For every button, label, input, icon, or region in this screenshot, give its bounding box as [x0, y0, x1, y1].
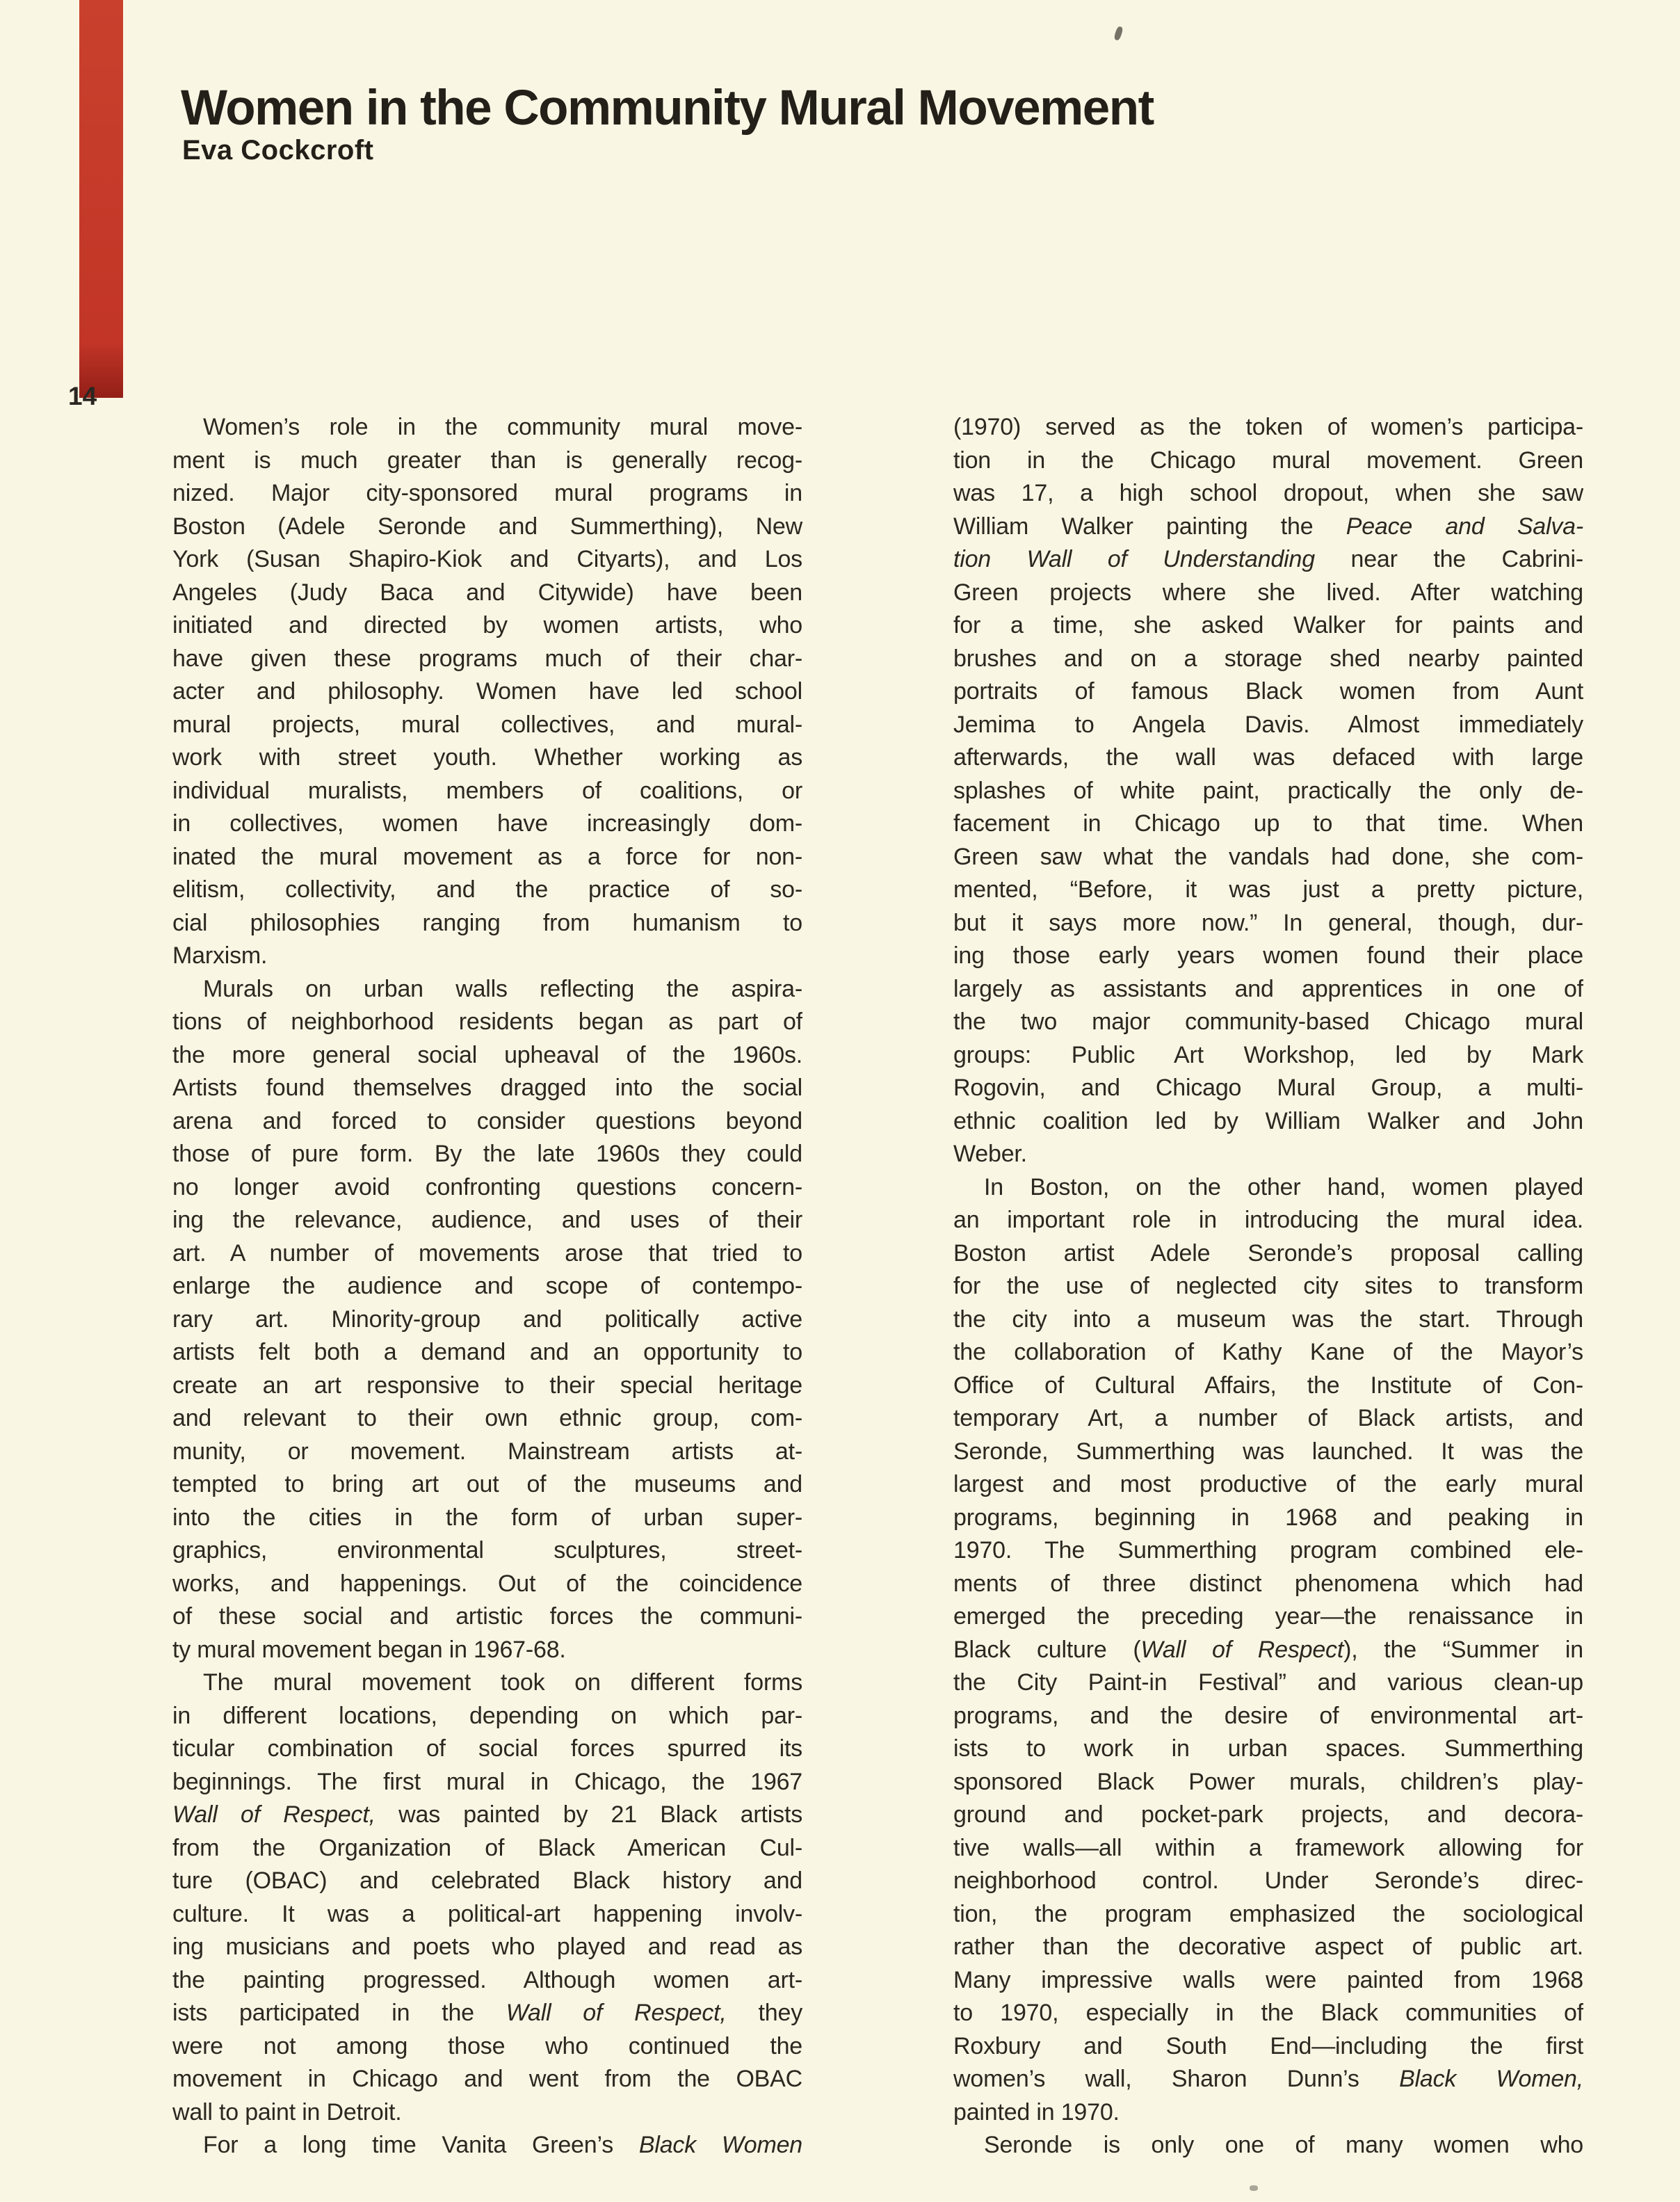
- text-line: Weber.: [953, 1141, 1027, 1167]
- text-line: individual muralists, members of coalitions, or: [172, 777, 802, 804]
- text-line: tion Wall of Understanding near the Cabrini-: [953, 546, 1583, 572]
- text-line: inated the mural movement as a force for non-: [172, 843, 802, 870]
- text-line: Rogovin, and Chicago Mural Group, a multi-: [953, 1075, 1583, 1101]
- text-line: from the Organization of Black American Cul-: [172, 1834, 802, 1861]
- author-byline: Eva Cockcroft: [182, 135, 374, 166]
- scan-speck-icon: [1113, 26, 1124, 41]
- text-line: ing those early years women found their place: [953, 942, 1583, 969]
- text-line: facement in Chicago up to that time. When: [953, 810, 1583, 837]
- text-line: mented, “Before, it was just a pretty picture,: [953, 876, 1583, 903]
- text-line: York (Susan Shapiro-Kiok and Cityarts), and Los: [172, 546, 802, 572]
- text-line: wall to paint in Detroit.: [172, 2098, 402, 2125]
- article-title: Women in the Community Mural Movement: [181, 80, 1154, 136]
- page-number: 14: [68, 382, 97, 410]
- text-line: neighborhood control. Under Seronde’s direc-: [953, 1867, 1583, 1894]
- text-line: For a long time Vanita Green’s Black Women: [203, 2132, 802, 2158]
- text-line: Black culture (Wall of Respect), the “Summer in: [953, 1636, 1583, 1663]
- text-line: works, and happenings. Out of the coincidence: [172, 1570, 802, 1597]
- text-line: Murals on urban walls reflecting the aspira-: [203, 975, 802, 1002]
- text-line: munity, or movement. Mainstream artists at-: [172, 1438, 802, 1465]
- text-line: the painting progressed. Although women art-: [172, 1966, 802, 1993]
- text-line: but it says more now.” In general, though, dur-: [953, 909, 1583, 936]
- text-line: rary art. Minority-group and politically active: [172, 1305, 802, 1333]
- red-margin-tab: [79, 0, 123, 398]
- text-line: of these social and artistic forces the communi-: [172, 1603, 802, 1630]
- right-text-column: [953, 411, 1583, 2162]
- text-line: the city into a museum was the start. Through: [953, 1305, 1583, 1333]
- text-line: tions of neighborhood residents began as part of: [172, 1008, 802, 1035]
- text-line: Roxbury and South End—including the first: [953, 2032, 1583, 2059]
- text-line: the City Paint-in Festival” and various clean-up: [953, 1669, 1583, 1696]
- text-line: tive walls—all within a framework allowing for: [953, 1834, 1583, 1861]
- text-line: Green saw what the vandals had done, she com-: [953, 843, 1583, 870]
- text-line: largely as assistants and apprentices in one of: [953, 975, 1583, 1002]
- text-line: tion in the Chicago mural movement. Green: [953, 447, 1583, 474]
- text-line: in collectives, women have increasingly dom-: [172, 810, 802, 837]
- text-line: create an art responsive to their special heritage: [172, 1372, 802, 1399]
- text-line: the two major community-based Chicago mural: [953, 1008, 1583, 1035]
- text-line: acter and philosophy. Women have led school: [172, 678, 802, 705]
- text-line: programs, beginning in 1968 and peaking in: [953, 1504, 1583, 1531]
- text-line: ty mural movement began in 1967-68.: [172, 1636, 566, 1663]
- text-line: portraits of famous Black women from Aunt: [953, 678, 1583, 705]
- text-line: ing the relevance, audience, and uses of their: [172, 1207, 802, 1233]
- text-line: ground and pocket-park projects, and decora-: [953, 1801, 1583, 1828]
- text-line: In Boston, on the other hand, women played: [984, 1173, 1583, 1200]
- text-line: for the use of neglected city sites to transform: [953, 1273, 1583, 1299]
- text-line: ists to work in urban spaces. Summerthing: [953, 1735, 1583, 1762]
- text-line: the more general social upheaval of the 1960s.: [172, 1041, 802, 1068]
- text-line: Artists found themselves dragged into the social: [172, 1075, 802, 1101]
- text-line: sponsored Black Power murals, children’s play-: [953, 1768, 1583, 1795]
- text-line: groups: Public Art Workshop, led by Mark: [953, 1041, 1583, 1068]
- text-line: tion, the program emphasized the sociological: [953, 1900, 1583, 1927]
- text-line: The mural movement took on different forms: [203, 1669, 802, 1696]
- text-line: ticular combination of social forces spurred its: [172, 1735, 802, 1762]
- text-line: Seronde is only one of many women who: [984, 2132, 1583, 2158]
- text-line: and relevant to their own ethnic group, com-: [172, 1405, 802, 1431]
- text-line: Many impressive walls were painted from 1968: [953, 1966, 1583, 1993]
- text-line: Boston (Adele Seronde and Summerthing), New: [172, 513, 802, 540]
- text-line: into the cities in the form of urban super-: [172, 1504, 802, 1531]
- text-line: no longer avoid confronting questions concern-: [172, 1173, 802, 1200]
- text-line: were not among those who continued the: [172, 2032, 802, 2059]
- text-line: splashes of white paint, practically the only de-: [953, 777, 1583, 804]
- text-line: afterwards, the wall was defaced with large: [953, 744, 1583, 771]
- text-line: culture. It was a political-art happening involv-: [172, 1900, 802, 1927]
- text-line: enlarge the audience and scope of contempo-: [172, 1273, 802, 1299]
- text-line: Green projects where she lived. After watching: [953, 579, 1583, 606]
- text-line: those of pure form. By the late 1960s they could: [172, 1141, 802, 1167]
- text-line: Seronde, Summerthing was launched. It was the: [953, 1438, 1583, 1465]
- text-line: for a time, she asked Walker for paints and: [953, 612, 1583, 638]
- text-line: Angeles (Judy Baca and Citywide) have been: [172, 579, 802, 606]
- text-line: mural projects, mural collectives, and mural-: [172, 711, 802, 738]
- text-line: ing musicians and poets who played and read as: [172, 1934, 802, 1960]
- text-line: tempted to bring art out of the museums and: [172, 1471, 802, 1497]
- left-text-column: [172, 411, 802, 2162]
- text-line: emerged the preceding year—the renaissance in: [953, 1603, 1583, 1630]
- text-line: temporary Art, a number of Black artists, and: [953, 1405, 1583, 1431]
- text-line: graphics, environmental sculptures, street-: [172, 1537, 802, 1564]
- text-line: was 17, a high school dropout, when she saw: [953, 480, 1583, 506]
- text-line: artists felt both a demand and an opportunity to: [172, 1339, 802, 1365]
- text-line: an important role in introducing the mural idea.: [953, 1207, 1583, 1233]
- text-line: cial philosophies ranging from humanism to: [172, 909, 802, 936]
- text-line: work with street youth. Whether working as: [172, 744, 802, 771]
- text-line: ment is much greater than is generally recog-: [172, 447, 802, 474]
- text-line: arena and forced to consider questions beyond: [172, 1107, 802, 1134]
- text-line: (1970) served as the token of women’s participa-: [953, 414, 1583, 440]
- scan-speck-icon: [1250, 2185, 1258, 2191]
- text-line: painted in 1970.: [953, 2098, 1120, 2125]
- text-line: art. A number of movements arose that tried to: [172, 1239, 802, 1267]
- text-line: rather than the decorative aspect of public art.: [953, 1934, 1583, 1960]
- text-line: Jemima to Angela Davis. Almost immediately: [953, 711, 1583, 738]
- text-line: Office of Cultural Affairs, the Institute of Con-: [953, 1372, 1583, 1399]
- text-line: elitism, collectivity, and the practice of so-: [172, 876, 802, 903]
- text-line: ture (OBAC) and celebrated Black history and: [172, 1867, 802, 1894]
- text-line: initiated and directed by women artists, who: [172, 612, 802, 638]
- text-line: ethnic coalition led by William Walker and John: [953, 1107, 1583, 1134]
- text-line: Wall of Respect, was painted by 21 Black artists: [172, 1801, 802, 1828]
- text-line: women’s wall, Sharon Dunn’s Black Women,: [953, 2066, 1583, 2092]
- text-line: have given these programs much of their char-: [172, 645, 802, 672]
- text-line: ments of three distinct phenomena which had: [953, 1570, 1583, 1597]
- text-line: movement in Chicago and went from the OBAC: [172, 2066, 802, 2092]
- text-line: Boston artist Adele Seronde’s proposal calling: [953, 1239, 1583, 1267]
- text-line: the collaboration of Kathy Kane of the Mayor’s: [953, 1339, 1583, 1365]
- text-line: brushes and on a storage shed nearby painted: [953, 645, 1583, 672]
- text-line: programs, and the desire of environmental art-: [953, 1702, 1583, 1729]
- text-line: largest and most productive of the early mural: [953, 1471, 1583, 1497]
- text-line: beginnings. The first mural in Chicago, the 1967: [172, 1768, 802, 1795]
- text-line: in different locations, depending on which par-: [172, 1702, 802, 1729]
- text-line: Women’s role in the community mural move-: [203, 414, 802, 440]
- text-line: ists participated in the Wall of Respect, they: [172, 2000, 802, 2026]
- text-line: to 1970, especially in the Black communities of: [953, 2000, 1583, 2026]
- text-line: William Walker painting the Peace and Salva-: [953, 513, 1583, 540]
- text-line: nized. Major city-sponsored mural programs in: [172, 480, 802, 506]
- text-line: 1970. The Summerthing program combined ele-: [953, 1537, 1583, 1564]
- text-line: Marxism.: [172, 942, 268, 969]
